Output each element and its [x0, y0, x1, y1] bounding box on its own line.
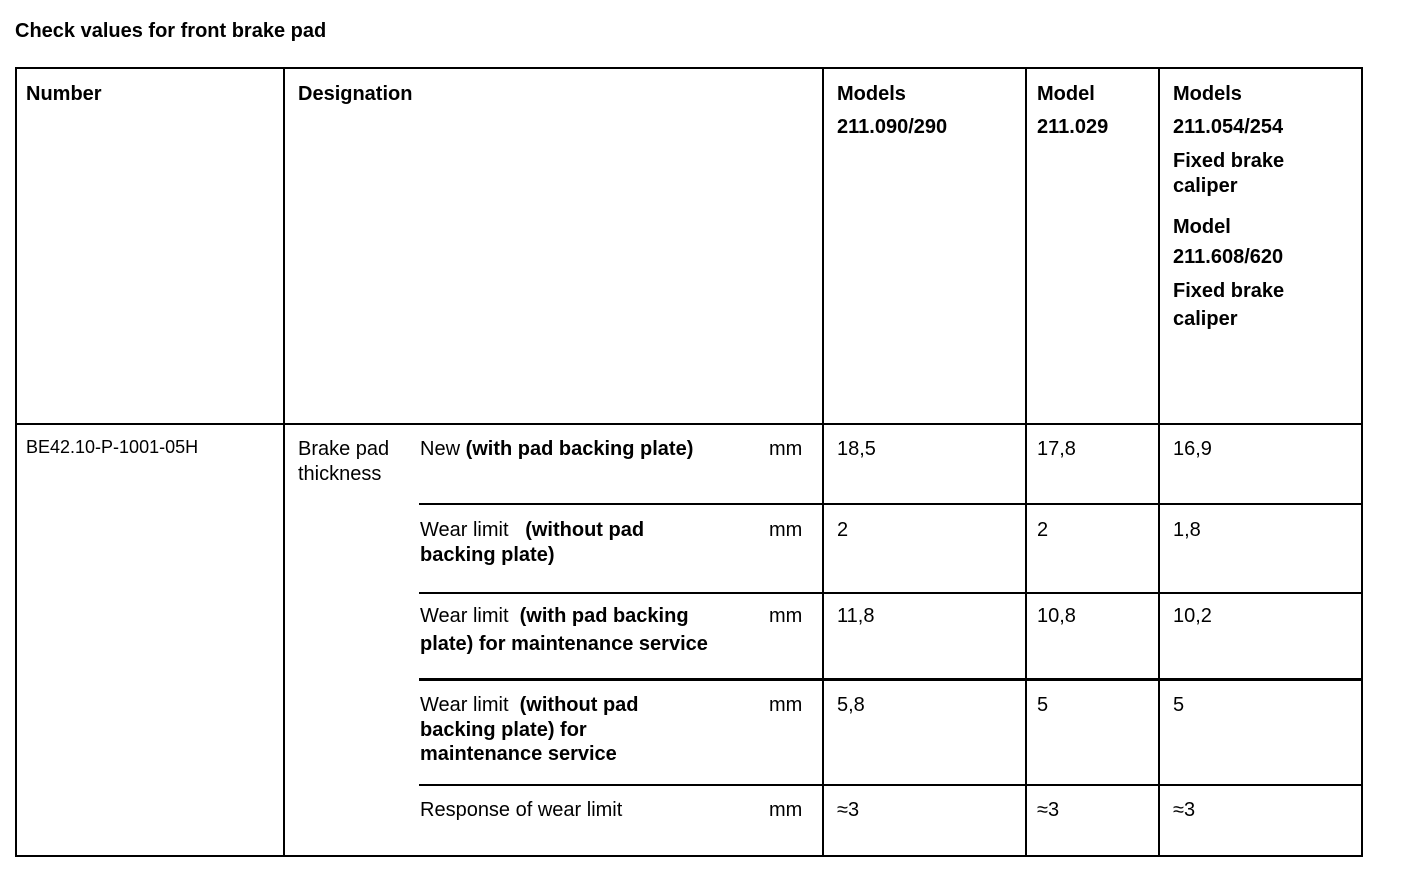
row-value-col2: 5: [1037, 694, 1049, 716]
header-col3-line5: Model: [1173, 216, 1231, 238]
row-designation: [420, 604, 689, 629]
column-divider: [822, 67, 824, 857]
header-col3-line6: 211.608/620: [1173, 246, 1284, 268]
row-designation: [420, 437, 693, 462]
designation-group-line2: thickness: [298, 463, 382, 485]
header-col3-line2: 211.054/254: [1173, 116, 1284, 138]
row-value-col1: 18,5: [837, 438, 876, 460]
row-value-col3: 5: [1173, 694, 1185, 716]
row-designation-bold: (with pad backing: [508, 605, 689, 627]
row-designation: [420, 798, 622, 823]
row-designation-bold: (without pad: [508, 519, 645, 541]
row-divider: [419, 678, 1363, 681]
header-col3-line4: caliper: [1173, 175, 1238, 197]
row-designation: [420, 518, 644, 543]
row-designation-line3: maintenance service: [420, 743, 617, 765]
row-value-col3: ≈3: [1173, 799, 1196, 821]
row-divider: [419, 784, 1363, 786]
header-col1-line1: Models: [837, 83, 906, 105]
row-value-col1: ≈3: [837, 799, 860, 821]
header-number: Number: [26, 83, 102, 105]
row-value-col2: 17,8: [1037, 438, 1076, 460]
row-unit: mm: [769, 519, 803, 541]
row-designation-bold: (without pad: [508, 694, 639, 716]
document-number: BE42.10-P-1001-05H: [26, 437, 199, 457]
check-values-table: [15, 67, 1363, 857]
column-divider: [283, 67, 285, 857]
header-col3-line7: Fixed brake: [1173, 280, 1285, 302]
header-col1-line2: 211.090/290: [837, 116, 948, 138]
row-value-col1: 11,8: [837, 605, 875, 627]
row-unit: mm: [769, 605, 803, 627]
row-value-col1: 5,8: [837, 694, 865, 716]
column-divider: [1158, 67, 1160, 857]
row-designation-plain: Wear limit: [420, 605, 509, 627]
row-value-col3: 16,9: [1173, 438, 1212, 460]
row-designation-plain: Wear limit: [420, 694, 509, 716]
row-designation-line2: plate) for maintenance service: [420, 633, 708, 655]
page-title: Check values for front brake pad: [15, 20, 327, 42]
row-designation-plain: Wear limit: [420, 519, 509, 541]
header-divider: [15, 423, 1363, 425]
row-unit: mm: [769, 799, 803, 821]
row-designation-line2: backing plate): [420, 544, 555, 566]
designation-group-line1: Brake pad: [298, 438, 390, 460]
row-designation-line2: backing plate) for: [420, 719, 587, 741]
row-value-col2: 2: [1037, 519, 1049, 541]
row-divider: [419, 592, 1363, 594]
column-divider: [1025, 67, 1027, 857]
row-value-col2: ≈3: [1037, 799, 1060, 821]
row-designation-plain: New: [420, 438, 461, 460]
row-unit: mm: [769, 438, 803, 460]
row-unit: mm: [769, 694, 803, 716]
row-value-col3: 1,8: [1173, 519, 1201, 541]
header-col3-line1: Models: [1173, 83, 1242, 105]
header-col3-line8: caliper: [1173, 308, 1238, 330]
header-col2-line2: 211.029: [1037, 116, 1109, 138]
row-value-col1: 2: [837, 519, 849, 541]
header-designation: Designation: [298, 83, 413, 105]
header-col3-line3: Fixed brake: [1173, 150, 1285, 172]
row-designation-bold: (with pad backing plate): [460, 438, 694, 460]
row-divider: [419, 503, 1363, 505]
row-value-col3: 10,2: [1173, 605, 1212, 627]
row-value-col2: 10,8: [1037, 605, 1076, 627]
row-designation-plain: Response of wear limit: [420, 799, 623, 821]
row-designation: [420, 693, 639, 718]
header-col2-line1: Model: [1037, 83, 1095, 105]
